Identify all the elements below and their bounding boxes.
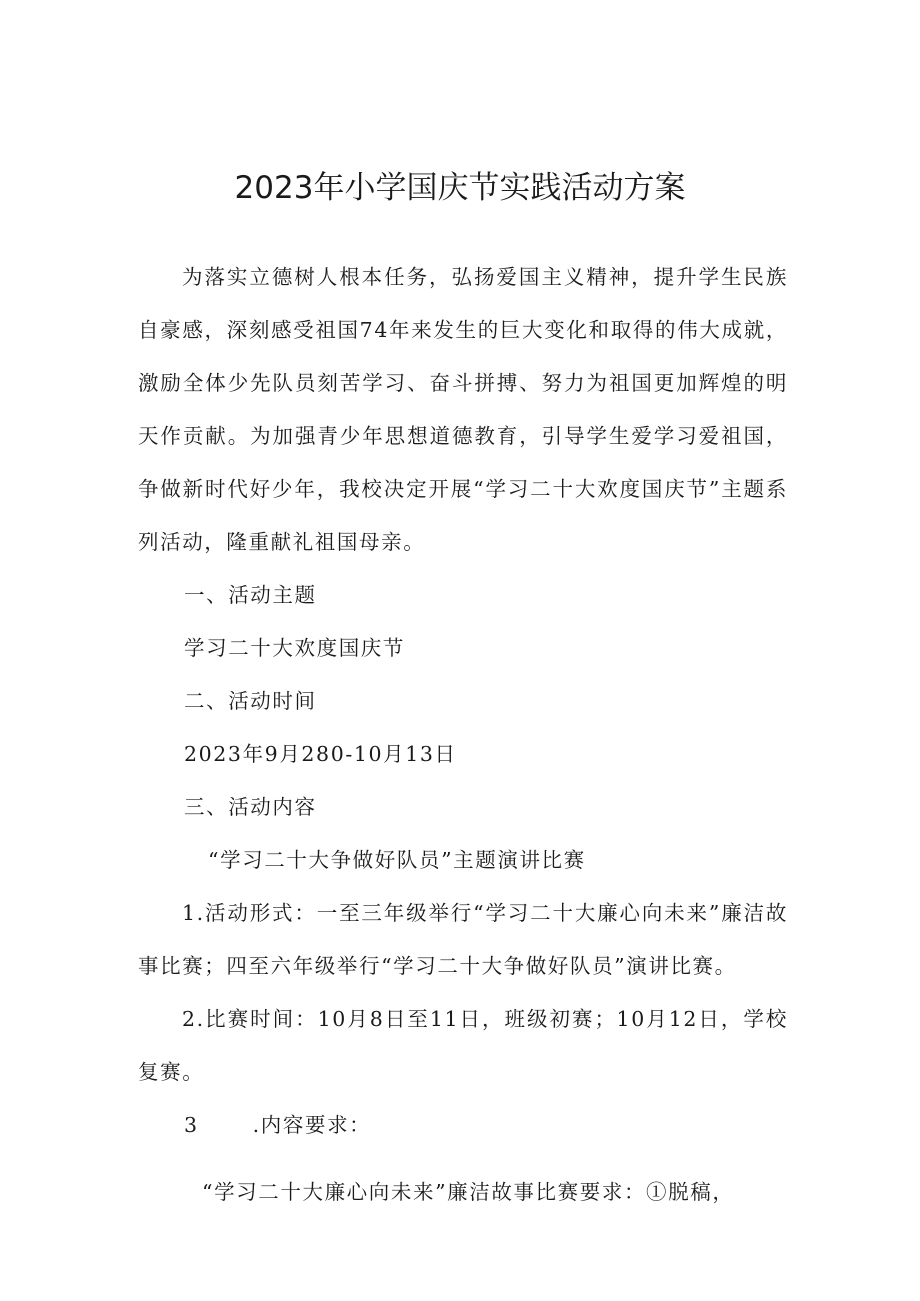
item-activity-format: 1.活动形式：一至三年级举行“学习二十大廉心向未来”廉洁故事比赛；四至六年级举行“学习二十大争做好队员”演讲比赛。 <box>138 901 788 978</box>
section-content-theme: 学习二十大欢度国庆节 <box>184 636 405 660</box>
document-body <box>138 251 788 1219</box>
item-contest-time: 2.比赛时间：10月8日至11日，班级初赛；10月12日，学校复赛。 <box>138 1007 788 1084</box>
section-heading-content: 三、活动内容 <box>184 795 317 819</box>
item-number: 3 <box>184 1113 199 1137</box>
item-content-detail: “学习二十大廉心向未来”廉洁故事比赛要求：①脱稿， <box>202 1180 735 1204</box>
document-title: 2023年小学国庆节实践活动方案 <box>234 170 686 206</box>
item-content-requirements <box>138 1099 788 1152</box>
section-heading-time: 二、活动时间 <box>184 689 317 713</box>
section-heading-theme: 一、活动主题 <box>184 583 317 607</box>
section-subtitle-speech-contest: “学习二十大争做好队员”主题演讲比赛 <box>208 848 586 872</box>
item-label: .内容要求： <box>252 1113 372 1137</box>
section-content-time: 2023年9月280-10月13日 <box>184 742 457 766</box>
intro-paragraph: 为落实立德树人根本任务，弘扬爱国主义精神，提升学生民族自豪感，深刻感受祖国74年来发生的巨大变化和取得的伟大成就，激励全体少先队员刻苦学习、奋斗拼搏、努力为祖国更加辉煌的明天作贡献。为加强青少年思想道德教育，引导学生爱学习爱祖国，争做新时代好少年，我校决定开展“学习二十大欢度国庆节”主题系列活动，隆重献礼祖国母亲。 <box>138 265 788 554</box>
